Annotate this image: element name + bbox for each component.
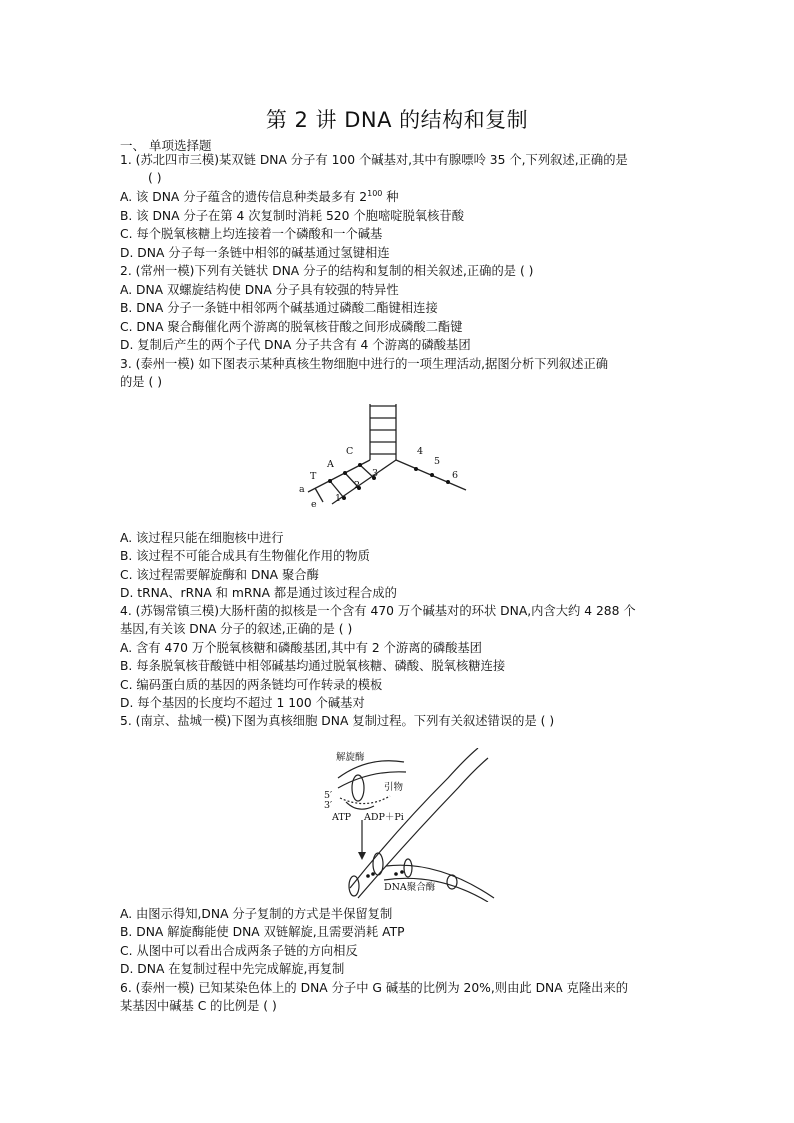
q3-diagram-label-t: T [310,471,317,482]
q2-option-b: B. DNA 分子一条链中相邻两个碱基通过磷酸二酯键相连接 [120,301,438,315]
q3-option-d: D. tRNA、rRNA 和 mRNA 都是通过该过程合成的 [120,586,397,600]
q1-option-c: C. 每个脱氧核糖上均连接着一个磷酸和一个碱基 [120,227,383,241]
q5-stem: 5. (南京、盐城一模)下图为真核细胞 DNA 复制过程。下列有关叙述错误的是 ( ) [120,714,555,728]
q3-diagram-label-3: 3 [372,468,379,479]
q5-diagram-label-adp: ADP＋Pi [364,812,404,823]
q5-diagram-label-helicase: 解旋酶 [336,752,365,763]
q3-replication-fork-diagram [290,398,480,516]
q2-option-a: A. DNA 双螺旋结构使 DNA 分子具有较强的特异性 [120,283,399,297]
q1-option-d: D. DNA 分子每一条链中相邻的碱基通过氢键相连 [120,246,390,260]
q3-diagram-label-e: e [311,499,317,510]
q5-option-c: C. 从图中可以看出合成两条子链的方向相反 [120,944,358,958]
q4-stem-line-2: 基因,有关该 DNA 分子的叙述,正确的是 ( ) [120,622,353,636]
q3-option-c: C. 该过程需要解旋酶和 DNA 聚合酶 [120,568,319,582]
section-heading: 一、 单项选择题 [120,138,212,153]
q2-stem: 2. (常州一模)下列有关链状 DNA 分子的结构和复制的相关叙述,正确的是 ( ) [120,264,534,278]
q1-option-a [120,188,399,206]
q1-option-a-text: A. 该 DNA 分子蕴含的遗传信息种类最多有 2 [120,190,368,204]
q1-stem-line-2: ( ) [148,171,162,185]
q2-option-c: C. DNA 聚合酶催化两个游离的脱氧核苷酸之间形成磷酸二酯键 [120,320,463,334]
q5-diagram-label-5prime: 5′ [324,790,333,801]
q4-option-a: A. 含有 470 万个脱氧核糖和磷酸基团,其中有 2 个游离的磷酸基团 [120,641,482,655]
q4-option-c: C. 编码蛋白质的基因的两条链均可作转录的模板 [120,678,383,692]
q6-stem-line-1: 6. (泰州一模) 已知某染色体上的 DNA 分子中 G 碱基的比例为 20%,则由此 DNA 克隆出来的 [120,981,629,995]
q1-option-a-suffix: 种 [382,190,399,204]
q3-diagram-label-2: 2 [354,480,361,491]
q1-option-b: B. 该 DNA 分子在第 4 次复制时消耗 520 个胞嘧啶脱氧核苷酸 [120,209,465,223]
q5-option-a: A. 由图示得知,DNA 分子复制的方式是半保留复制 [120,907,393,921]
q3-diagram-label-c: C [346,446,354,457]
q5-dna-replication-diagram [318,748,500,902]
q2-option-d: D. 复制后产生的两个子代 DNA 分子共含有 4 个游离的磷酸基团 [120,338,471,352]
q3-diagram-label-4: 4 [417,446,424,457]
q3-option-a: A. 该过程只能在细胞核中进行 [120,531,284,545]
q1-option-a-exponent: 100 [367,189,383,198]
q5-diagram-label-3prime: 3′ [324,800,333,811]
q5-option-d: D. DNA 在复制过程中先完成解旋,再复制 [120,962,345,976]
q1-stem-line-1: 1. (苏北四市三模)某双链 DNA 分子有 100 个碱基对,其中有腺嘌呤 35 个,下列叙述,正确的是 [120,153,628,167]
q3-stem-line-2: 的是 ( ) [120,375,163,389]
q3-diagram-label-1: 1 [335,493,342,504]
q3-stem-line-1: 3. (泰州一模) 如下图表示某种真核生物细胞中进行的一项生理活动,据图分析下列叙述正确 [120,357,609,371]
q4-stem-line-1: 4. (苏锡常镇三模)大肠杆菌的拟核是一个含有 470 万个碱基对的环状 DNA,内含大约 4 288 个 [120,604,636,618]
q5-diagram-label-atp: ATP [332,812,352,823]
q3-diagram-label-6: 6 [452,470,459,481]
q4-option-d: D. 每个基因的长度均不超过 1 100 个碱基对 [120,696,365,710]
q3-option-b: B. 该过程不可能合成具有生物催化作用的物质 [120,549,370,563]
q3-diagram-label-a: a [299,484,305,495]
q5-option-b: B. DNA 解旋酶能使 DNA 双链解旋,且需要消耗 ATP [120,925,405,939]
page-title: 第 2 讲 DNA 的结构和复制 [265,108,529,132]
q5-diagram-label-primer: 引物 [384,782,404,793]
q4-option-b: B. 每条脱氧核苷酸链中相邻碱基均通过脱氧核糖、磷酸、脱氧核糖连接 [120,659,506,673]
q3-diagram-label-a-base: A [327,459,334,470]
q5-diagram-label-polymerase: DNA聚合酶 [384,882,436,893]
q6-stem-line-2: 某基因中碱基 C 的比例是 ( ) [120,999,277,1013]
q3-diagram-label-5: 5 [434,456,441,467]
